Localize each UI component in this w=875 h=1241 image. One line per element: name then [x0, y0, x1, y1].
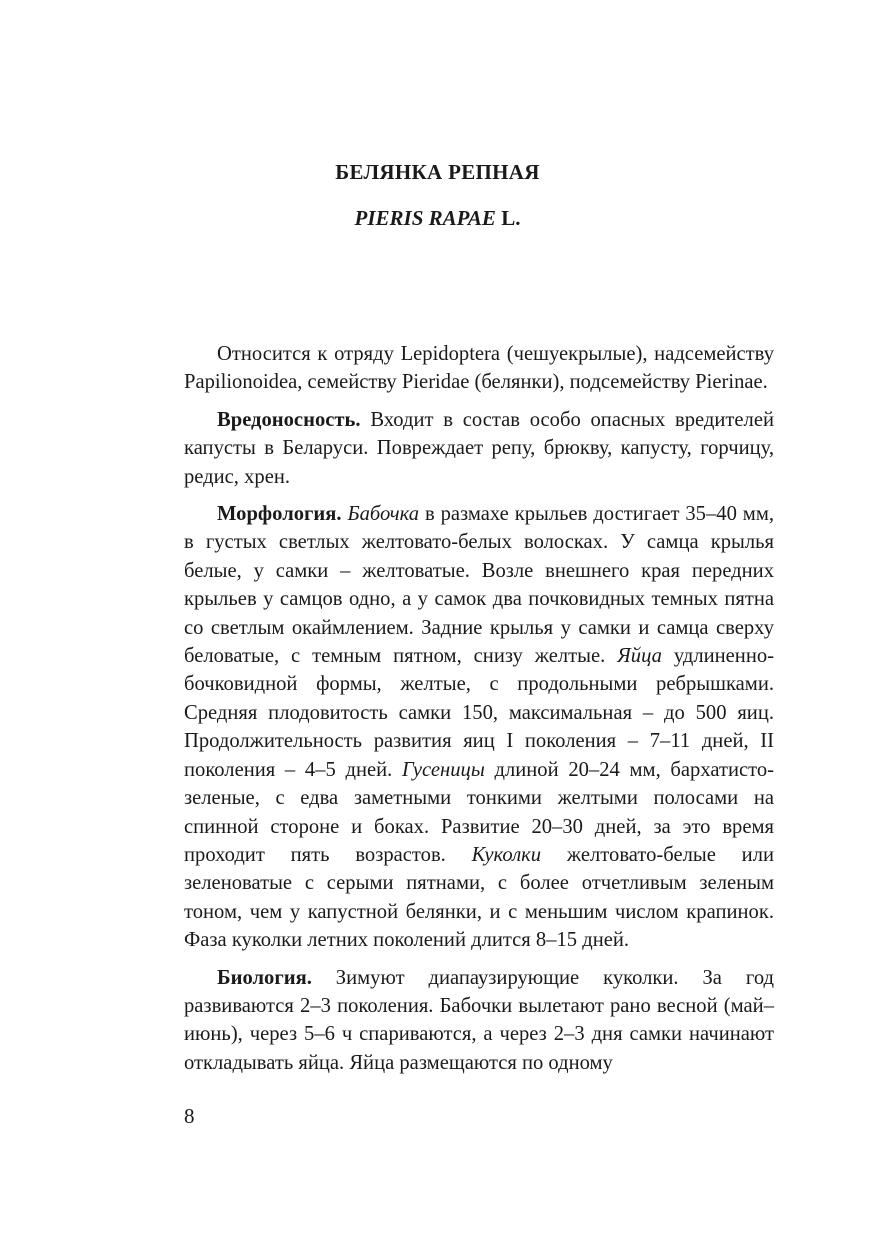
butterfly-term: Бабочка: [347, 503, 420, 526]
paragraph-morphology: [184, 500, 774, 955]
biology-text: Зимуют диапаузирующие куколки. За год развиваются 2–3 поколения. Бабочки вылетают рано весной (май–июнь), через 5–6 ч спариваются, а через 2–3 дня самки начинают откладывать яйца. Яйца размещаются по одному: [184, 966, 774, 1074]
paragraph-biology: [184, 964, 774, 1078]
butterfly-text: в размахе крыльев достигает 35–40 мм, в густых светлых желтовато-белых волосках. У самца крылья белые, у самки – желтоватые. Возле внешнего края передних крыльев у самцов одно, а у самок два почковидных темных пятна со светлым окаймлением. Задние крылья у самки и самца сверху беловатые, с темным пятном, снизу желтые.: [184, 503, 774, 668]
latin-name: PIERIS RAPAE: [354, 206, 496, 230]
latin-name-heading: [0, 206, 875, 231]
paragraph-intro: Относится к отряду Lepidoptera (чешуекрылые), надсемейству Papilionoidea, семейству Pieridae (белянки), подсемейству Pierinae.: [184, 343, 774, 394]
eggs-term: Яйца: [617, 645, 662, 668]
caterpillars-text: длиной 20–24 мм, бархатисто-зеленые, с едва заметными тонкими желтыми полосами на спинной стороне и боках. Развитие 20–30 дней, за это время проходит пять возрастов.: [184, 758, 775, 866]
pupae-term: Куколки: [471, 843, 542, 866]
author-abbreviation: L.: [495, 206, 521, 230]
morphology-label: Морфология.: [217, 503, 342, 526]
eggs-text: удлиненно-бочковидной формы, желтые, с продольными ребрышками. Средняя плодовитость самки 150, максимальная – до 500 яиц. Продолжительность развития яиц I поколения – 7–11 дней, II поколения – 4–5 дней.: [184, 645, 774, 781]
page-title: БЕЛЯНКА РЕПНАЯ: [335, 160, 540, 184]
biology-label: Биология.: [217, 966, 312, 989]
caterpillars-term: Гусеницы: [402, 758, 485, 781]
page-number: 8: [184, 1104, 195, 1128]
harm-text: Входит в состав особо опасных вредителей капусты в Беларуси. Повреждает репу, брюкву, капусту, горчицу, редис, хрен.: [184, 408, 774, 488]
paragraph-harm: [184, 406, 774, 491]
harm-label: Вредоносность.: [217, 408, 361, 431]
pupae-text: желтовато-белые или зеленоватые с серыми пятнами, с более отчетливым зеленым тоном, чем у капустной белянки, и с меньшим числом крапинок. Фаза куколки летних поколений длится 8–15 дней.: [184, 843, 774, 952]
body-text: [184, 340, 774, 1077]
